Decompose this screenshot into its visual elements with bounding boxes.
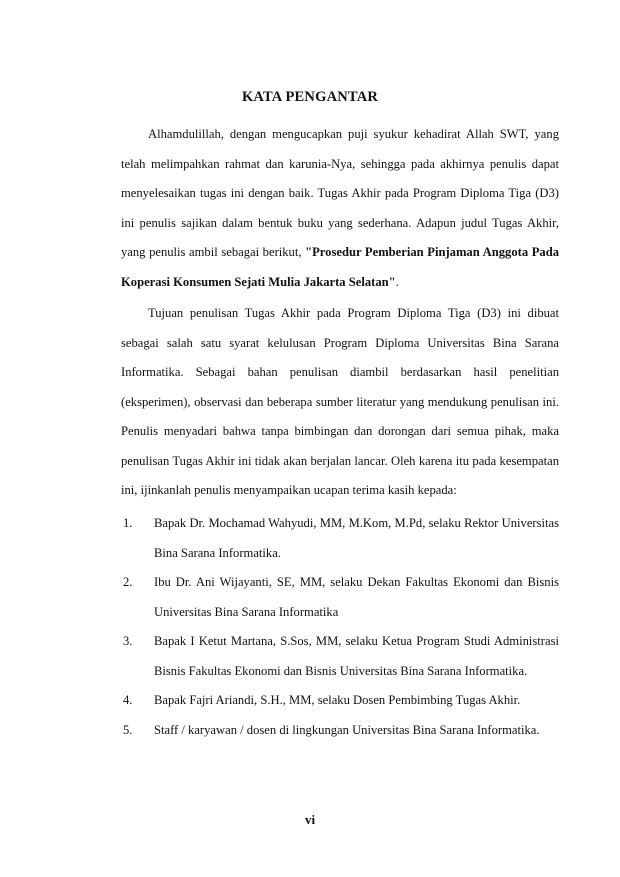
list-item-number: 1.	[123, 516, 133, 530]
list-item	[121, 716, 559, 746]
intro-paragraph-end: .	[395, 274, 399, 289]
list-item-text: Bapak Dr. Mochamad Wahyudi, MM, M.Kom, M.Pd, selaku Rektor Universitas Bina Sarana Informatika.	[154, 516, 559, 560]
list-item	[121, 627, 559, 686]
list-item-number: 3.	[123, 634, 133, 648]
list-item-number: 5.	[123, 722, 133, 737]
list-item	[121, 686, 559, 716]
list-item-number: 4.	[123, 693, 133, 707]
intro-paragraph	[121, 120, 559, 297]
list-item-text: Bapak I Ketut Martana, S.Sos, MM, selaku Ketua Program Studi Administrasi Bisnis Fakultas Ekonomi dan Bisnis Universitas Bina Sarana Informatika.	[154, 634, 559, 678]
list-item-text: Ibu Dr. Ani Wijayanti, SE, MM, selaku Dekan Fakultas Ekonomi dan Bisnis Universitas Bina Sarana Informatika	[154, 575, 559, 619]
page-number: vi	[304, 812, 316, 827]
acknowledgement-list	[121, 509, 559, 745]
intro-paragraph-text: Alhamdulillah, dengan mengucapkan puji syukur kehadirat Allah SWT, yang telah melimpahkan rahmat dan karunia-Nya, sehingga pada akhirnya penulis dapat menyelesaikan tugas ini dengan baik. Tugas Akhir pada Program Diploma Tiga (D3) ini penulis sajikan dalam bentuk buku yang sederhana. Adapun judul Tugas Akhir, yang penulis ambil sebagai berikut,	[121, 127, 559, 259]
page-title: KATA PENGANTAR	[241, 89, 379, 105]
list-item	[121, 568, 559, 627]
thesis-title-bold: "Prosedur Pemberian Pinjaman Anggota Pada Koperasi Konsumen Sejati Mulia Jakarta Selatan"	[121, 245, 560, 289]
list-item-number: 2.	[123, 575, 133, 589]
purpose-paragraph: Tujuan penulisan Tugas Akhir pada Program Diploma Tiga (D3) ini dibuat sebagai salah satu syarat kelulusan Program Diploma Universitas Bina Sarana Informatika. Sebagai bahan penulisan diambil berdasarkan hasil penelitian (eksperimen), observasi dan beberapa sumber literatur yang mendukung penulisan ini. Penulis menyadari bahwa tanpa bimbingan dan dorongan dari semua pihak, maka penulisan Tugas Akhir ini tidak akan berjalan lancar. Oleh karena itu pada kesempatan ini, ijinkanlah penulis menyampaikan ucapan terima kasih kepada:	[121, 306, 559, 497]
list-item-text: Bapak Fajri Ariandi, S.H., MM, selaku Dosen Pembimbing Tugas Akhir.	[154, 693, 521, 707]
list-item-text: Staff / karyawan / dosen di lingkungan Universitas Bina Sarana Informatika.	[154, 722, 540, 737]
list-item	[121, 509, 559, 568]
